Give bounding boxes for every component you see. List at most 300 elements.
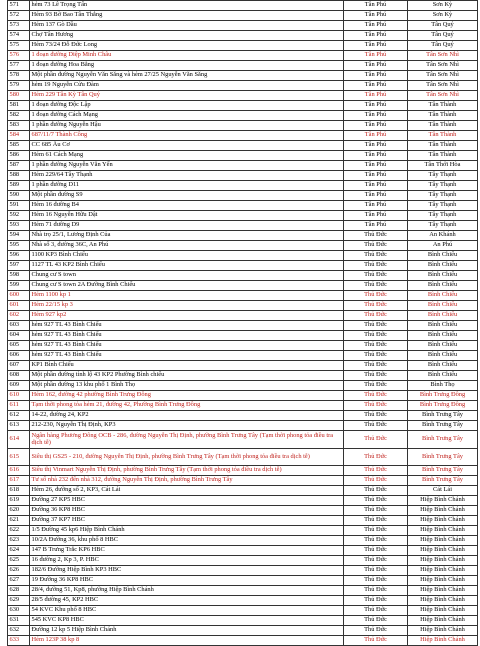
district-cell: Tân Phú [344,181,408,191]
row-number: 624 [8,546,30,556]
table-row [8,61,478,71]
ward-cell: Bình Chiểu [408,371,478,381]
district-cell: Thủ Đức [344,546,408,556]
address-cell: 545 KVC KP8 HBC [30,616,344,626]
district-cell: Tân Phú [344,71,408,81]
row-number: 622 [8,526,30,536]
ward-cell: Sơn Kỳ [408,1,478,11]
table-row [8,381,478,391]
address-cell: Hẻm 123P 38 kp 8 [30,636,344,646]
address-cell: hẻm 927 TL 43 Bình Chiểu [30,341,344,351]
address-cell: Hẻm 26, đường số 2, KP3, Cát Lái [30,486,344,496]
row-number: 582 [8,111,30,121]
table-row [8,516,478,526]
row-number: 596 [8,251,30,261]
address-cell: Hẻm 16 Nguyễn Hữu Dật [30,211,344,221]
row-number: 586 [8,151,30,161]
table-row [8,371,478,381]
ward-cell: Tân Sơn Nhì [408,71,478,81]
address-cell: Hẻm 73/24 Đỗ Đức Long [30,41,344,51]
district-cell: Thủ Đức [344,351,408,361]
row-number: 590 [8,191,30,201]
district-cell: Tân Phú [344,41,408,51]
table-row [8,101,478,111]
ward-cell: Bình Trưng Tây [408,476,478,486]
ward-cell: Hiệp Bình Chánh [408,586,478,596]
district-cell: Thủ Đức [344,271,408,281]
table-row [8,311,478,321]
ward-cell: Bình Chiểu [408,321,478,331]
address-cell: Tư số nhà 232 đến nhà 312, đường Nguyễn Thị Định, phường Bình Trưng Tây [30,476,344,486]
row-number: 613 [8,421,30,431]
address-cell: hẻm 927 TL 43 Bình Chiểu [30,321,344,331]
district-cell: Thủ Đức [344,516,408,526]
ward-cell: Bình Chiểu [408,291,478,301]
table-row [8,448,478,466]
table-row [8,271,478,281]
address-cell: Siêu thị Vinmart Nguyễn Thị Định, phường Bình Trưng Tây (Tạm thời phong tỏa điều tra dịch tễ) [30,466,344,476]
ward-cell: Bình Chiểu [408,351,478,361]
row-number: 592 [8,211,30,221]
table-row [8,351,478,361]
district-cell: Tân Phú [344,201,408,211]
row-number: 627 [8,576,30,586]
ward-cell: Tân Quý [408,31,478,41]
district-cell: Thủ Đức [344,596,408,606]
address-cell: 182/6 Đường Hiệp Bình KP3 HBC [30,566,344,576]
ward-cell: An Khánh [408,231,478,241]
district-cell: Thủ Đức [344,311,408,321]
table-row [8,181,478,191]
table-row [8,556,478,566]
district-cell: Thủ Đức [344,496,408,506]
ward-cell: Bình Chiểu [408,251,478,261]
table-row [8,486,478,496]
district-cell: Thủ Đức [344,506,408,516]
ward-cell: Tân Quý [408,21,478,31]
row-number: 610 [8,391,30,401]
address-cell: 1 phần đường Nguyễn Hậu [30,121,344,131]
address-cell: Hẻm 137 Gò Dầu [30,21,344,31]
ward-cell: Tân Thành [408,121,478,131]
table-row [8,466,478,476]
district-cell: Tân Phú [344,111,408,121]
row-number: 598 [8,271,30,281]
row-number: 576 [8,51,30,61]
address-cell: 1 đoạn đường Độc Lập [30,101,344,111]
address-cell: 1 đoạn đường Hoa Bằng [30,61,344,71]
address-cell: 1 đoạn đường Cách Mạng [30,111,344,121]
row-number: 605 [8,341,30,351]
address-cell: KP1 Bình Chiểu [30,361,344,371]
row-number: 594 [8,231,30,241]
row-number: 603 [8,321,30,331]
address-cell: 16 đường 2, Kp 3, P. HBC [30,556,344,566]
address-cell: hẻm 927 TL 43 Bình Chiểu [30,331,344,341]
ward-cell: Tân Thới Hòa [408,161,478,171]
row-number: 597 [8,261,30,271]
row-number: 626 [8,566,30,576]
row-number: 608 [8,371,30,381]
address-cell: Một phần đường Nguyễn Văn Săng và hẻm 27/25 Nguyễn Văn Săng [30,71,344,81]
address-cell: Một phần đường tỉnh lộ 43 KP2 Phường Bình chiểu [30,371,344,381]
table-row [8,121,478,131]
row-number: 583 [8,121,30,131]
ward-cell: Hiệp Bình Chánh [408,616,478,626]
table-row [8,586,478,596]
ward-cell: Bình Chiểu [408,301,478,311]
table-row [8,536,478,546]
district-cell: Tân Phú [344,211,408,221]
district-cell: Thủ Đức [344,626,408,636]
district-cell: Thủ Đức [344,401,408,411]
address-cell: Hẻm 16 đường B4 [30,201,344,211]
table-row [8,576,478,586]
row-number: 602 [8,311,30,321]
address-cell: 14-22, đường 24, KP2 [30,411,344,421]
address-cell: Hẻm 22/15 kp 3 [30,301,344,311]
district-cell: Thủ Đức [344,301,408,311]
row-number: 621 [8,516,30,526]
address-cell: Hẻm 229/64 Tây Thạnh [30,171,344,181]
district-cell: Tân Phú [344,51,408,61]
table-row [8,131,478,141]
district-cell: Thủ Đức [344,448,408,466]
table-row [8,151,478,161]
table-row [8,171,478,181]
district-cell: Thủ Đức [344,606,408,616]
row-number: 630 [8,606,30,616]
table-row [8,566,478,576]
table-row [8,291,478,301]
district-cell: Tân Phú [344,91,408,101]
district-cell: Thủ Đức [344,576,408,586]
address-cell: Ngân hàng Phương Đông OCB - 286, đường Nguyễn Thị Định, phường Bình Trưng Tây (Tạm thời phong tỏa điều tra dịch tễ) [30,431,344,449]
address-cell: Siêu thị GS25 - 210, đường Nguyễn Thị Định, phường Bình Trưng Tây (Tạm thời phong tỏa điều tra dịch tễ) [30,448,344,466]
row-number: 618 [8,486,30,496]
district-cell: Tân Phú [344,131,408,141]
ward-cell: Tân Thành [408,151,478,161]
ward-cell: Hiệp Bình Chánh [408,636,478,646]
ward-cell: Bình Chiểu [408,271,478,281]
ward-cell: Hiệp Bình Chánh [408,546,478,556]
row-number: 612 [8,411,30,421]
ward-cell: Hiệp Bình Chánh [408,536,478,546]
row-number: 595 [8,241,30,251]
row-number: 614 [8,431,30,449]
ward-cell: Tân Thành [408,131,478,141]
district-cell: Thủ Đức [344,231,408,241]
ward-cell: Tân Thành [408,101,478,111]
district-cell: Thủ Đức [344,636,408,646]
district-cell: Tân Phú [344,191,408,201]
ward-cell: Tây Thạnh [408,181,478,191]
address-cell: Một phần đường 13 khu phố 1 Bình Thọ [30,381,344,391]
district-cell: Tân Phú [344,1,408,11]
table-row [8,331,478,341]
ward-cell: Bình Chiểu [408,311,478,321]
district-cell: Thủ Đức [344,411,408,421]
ward-cell: Hiệp Bình Chánh [408,516,478,526]
row-number: 580 [8,91,30,101]
ward-cell: Cát Lái [408,486,478,496]
district-cell: Thủ Đức [344,421,408,431]
address-cell: Tạm thời phong tỏa hẻm 21, đường 42, Phường Bình Trưng Đông [30,401,344,411]
ward-cell: Hiệp Bình Chánh [408,566,478,576]
ward-cell: Hiệp Bình Chánh [408,596,478,606]
table-row [8,341,478,351]
table-row [8,606,478,616]
table-row [8,41,478,51]
address-cell: Chung cư S town [30,271,344,281]
row-number: 628 [8,586,30,596]
ward-cell: Tây Thạnh [408,221,478,231]
address-cell: 212-230, Nguyễn Thị Định, KP3 [30,421,344,431]
ward-cell: Hiệp Bình Chánh [408,496,478,506]
ward-cell: Hiệp Bình Chánh [408,556,478,566]
row-number: 575 [8,41,30,51]
row-number: 571 [8,1,30,11]
address-cell: 1 đoạn đường Diệp Minh Châu [30,51,344,61]
ward-cell: Bình Trưng Tây [408,448,478,466]
ward-cell: An Phú [408,241,478,251]
address-cell: 1 phần đường D11 [30,181,344,191]
ward-cell: Bình Chiểu [408,281,478,291]
table-row [8,211,478,221]
row-number: 591 [8,201,30,211]
district-cell: Thủ Đức [344,241,408,251]
address-cell: 147 B Trưng Trắc KP6 HBC [30,546,344,556]
address-cell: Đường 37 KP7 HBC [30,516,344,526]
table-row [8,596,478,606]
ward-cell: Bình Trưng Tây [408,411,478,421]
row-number: 623 [8,536,30,546]
ward-cell: Tân Sơn Nhì [408,61,478,71]
address-cell: Hẻm 61 Cách Mạng [30,151,344,161]
ward-cell: Bình Trưng Tây [408,421,478,431]
table-row [8,496,478,506]
ward-cell: Sơn Kỳ [408,11,478,21]
district-cell: Thủ Đức [344,341,408,351]
district-cell: Tân Phú [344,31,408,41]
row-number: 600 [8,291,30,301]
table-row [8,71,478,81]
address-cell: Hẻm 162, đường 42 phường Bình Trưng Đông [30,391,344,401]
table-row [8,361,478,371]
table-row [8,51,478,61]
table-row [8,301,478,311]
table-row [8,21,478,31]
row-number: 589 [8,181,30,191]
ward-cell: Bình Trưng Tây [408,431,478,449]
district-cell: Thủ Đức [344,586,408,596]
row-number: 588 [8,171,30,181]
district-cell: Tân Phú [344,121,408,131]
ward-cell: Tân Thành [408,111,478,121]
district-cell: Thủ Đức [344,566,408,576]
row-number: 633 [8,636,30,646]
address-cell: hẻm 73 Lê Trọng Tấn [30,1,344,11]
address-cell: Đường 36 KP8 HBC [30,506,344,516]
district-cell: Tân Phú [344,171,408,181]
district-cell: Tân Phú [344,81,408,91]
ward-cell: Bình Trưng Đông [408,391,478,401]
ward-cell: Bình Chiểu [408,261,478,271]
row-number: 593 [8,221,30,231]
address-cell: Nhà trọ 25/1, Lương Định Của [30,231,344,241]
district-cell: Thủ Đức [344,616,408,626]
address-cell: 1/5 Đường 45 kp6 Hiệp Bình Chánh [30,526,344,536]
row-number: 579 [8,81,30,91]
ward-cell: Tây Thạnh [408,191,478,201]
table-row [8,391,478,401]
district-cell: Thủ Đức [344,251,408,261]
row-number: 578 [8,71,30,81]
table-row [8,431,478,449]
address-cell: 1127 TL 43 KP2 Bình Chiểu [30,261,344,271]
ward-cell: Tân Sơn Nhì [408,81,478,91]
table-row [8,526,478,536]
ward-cell: Tân Sơn Nhì [408,91,478,101]
ward-cell: Tân Quý [408,41,478,51]
table-row [8,251,478,261]
row-number: 629 [8,596,30,606]
ward-cell: Bình Chiểu [408,361,478,371]
ward-cell: Hiệp Bình Chánh [408,626,478,636]
district-cell: Thủ Đức [344,391,408,401]
row-number: 615 [8,448,30,466]
row-number: 632 [8,626,30,636]
table-row [8,281,478,291]
ward-cell: Tân Thành [408,141,478,151]
row-number: 631 [8,616,30,626]
district-cell: Tân Phú [344,11,408,21]
row-number: 585 [8,141,30,151]
ward-cell: Hiệp Bình Chánh [408,526,478,536]
district-cell: Thủ Đức [344,466,408,476]
district-cell: Thủ Đức [344,476,408,486]
address-cell: Đường 27 KP5 HBC [30,496,344,506]
district-cell: Thủ Đức [344,536,408,546]
address-cell: Chợ Tân Hương [30,31,344,41]
table-row [8,201,478,211]
district-cell: Tân Phú [344,21,408,31]
table-row [8,91,478,101]
district-cell: Thủ Đức [344,321,408,331]
table-row [8,401,478,411]
ward-cell: Hiệp Bình Chánh [408,576,478,586]
row-number: 584 [8,131,30,141]
address-cell: hẻm 19 Nguyễn Cửu Đàm [30,81,344,91]
address-cell: Hẻm 927 kp2 [30,311,344,321]
district-cell: Tân Phú [344,151,408,161]
table-row [8,421,478,431]
row-number: 574 [8,31,30,41]
row-number: 620 [8,506,30,516]
address-cell: hẻm 927 TL 43 Bình Chiểu [30,351,344,361]
table-body [8,1,478,646]
address-cell: 19 Đường 36 KP8 HBC [30,576,344,586]
table-row [8,411,478,421]
address-cell: Đường 12 kp 5 Hiệp Bình Chánh [30,626,344,636]
address-cell: 54 KVC Khu phố 8 HBC [30,606,344,616]
district-cell: Tân Phú [344,221,408,231]
row-number: 606 [8,351,30,361]
district-cell: Thủ Đức [344,381,408,391]
address-cell: 28/4, đường 51, Kp8, phường Hiệp Bình Chánh [30,586,344,596]
ward-cell: Hiệp Bình Chánh [408,506,478,516]
address-cell: Hẻm 71 đường D9 [30,221,344,231]
district-cell: Thủ Đức [344,261,408,271]
address-cell: Một phần đường S9 [30,191,344,201]
row-number: 604 [8,331,30,341]
row-number: 609 [8,381,30,391]
table-row [8,161,478,171]
row-number: 573 [8,21,30,31]
ward-cell: Tây Thạnh [408,201,478,211]
table-row [8,506,478,516]
district-cell: Thủ Đức [344,291,408,301]
district-cell: Thủ Đức [344,371,408,381]
district-cell: Tân Phú [344,61,408,71]
row-number: 625 [8,556,30,566]
ward-cell: Bình Thọ [408,381,478,391]
district-cell: Thủ Đức [344,281,408,291]
district-cell: Tân Phú [344,141,408,151]
row-number: 601 [8,301,30,311]
table-row [8,231,478,241]
district-cell: Tân Phú [344,161,408,171]
table-row [8,1,478,11]
row-number: 617 [8,476,30,486]
ward-cell: Bình Trưng Đông [408,401,478,411]
ward-cell: Bình Trưng Tây [408,466,478,476]
table-row [8,111,478,121]
address-cell: Hẻm 1100 kp 1 [30,291,344,301]
address-cell: 28/5 đường 45, KP2 HBC [30,596,344,606]
district-cell: Thủ Đức [344,486,408,496]
address-cell: Nhà số 3, đường 36C, An Phú [30,241,344,251]
table-row [8,321,478,331]
district-cell: Thủ Đức [344,431,408,449]
row-number: 587 [8,161,30,171]
address-cell: Hẻm 93 Bờ Bao Tân Thắng [30,11,344,21]
table-row [8,11,478,21]
table-row [8,221,478,231]
lockdown-areas-table [7,0,478,646]
table-row [8,191,478,201]
address-cell: 687/11/7 Thành Công [30,131,344,141]
address-cell: 1 phần đường Nguyễn Văn Yến [30,161,344,171]
ward-cell: Tân Sơn Nhì [408,51,478,61]
row-number: 611 [8,401,30,411]
table-row [8,476,478,486]
row-number: 607 [8,361,30,371]
district-cell: Thủ Đức [344,361,408,371]
ward-cell: Hiệp Bình Chánh [408,606,478,616]
table-row [8,261,478,271]
row-number: 619 [8,496,30,506]
district-cell: Thủ Đức [344,331,408,341]
ward-cell: Bình Chiểu [408,331,478,341]
ward-cell: Tây Thạnh [408,171,478,181]
district-cell: Tân Phú [344,101,408,111]
table-row [8,31,478,41]
row-number: 572 [8,11,30,21]
address-cell: Chung cư S town 2A Đường Bình Chiểu [30,281,344,291]
table-row [8,81,478,91]
district-cell: Thủ Đức [344,526,408,536]
